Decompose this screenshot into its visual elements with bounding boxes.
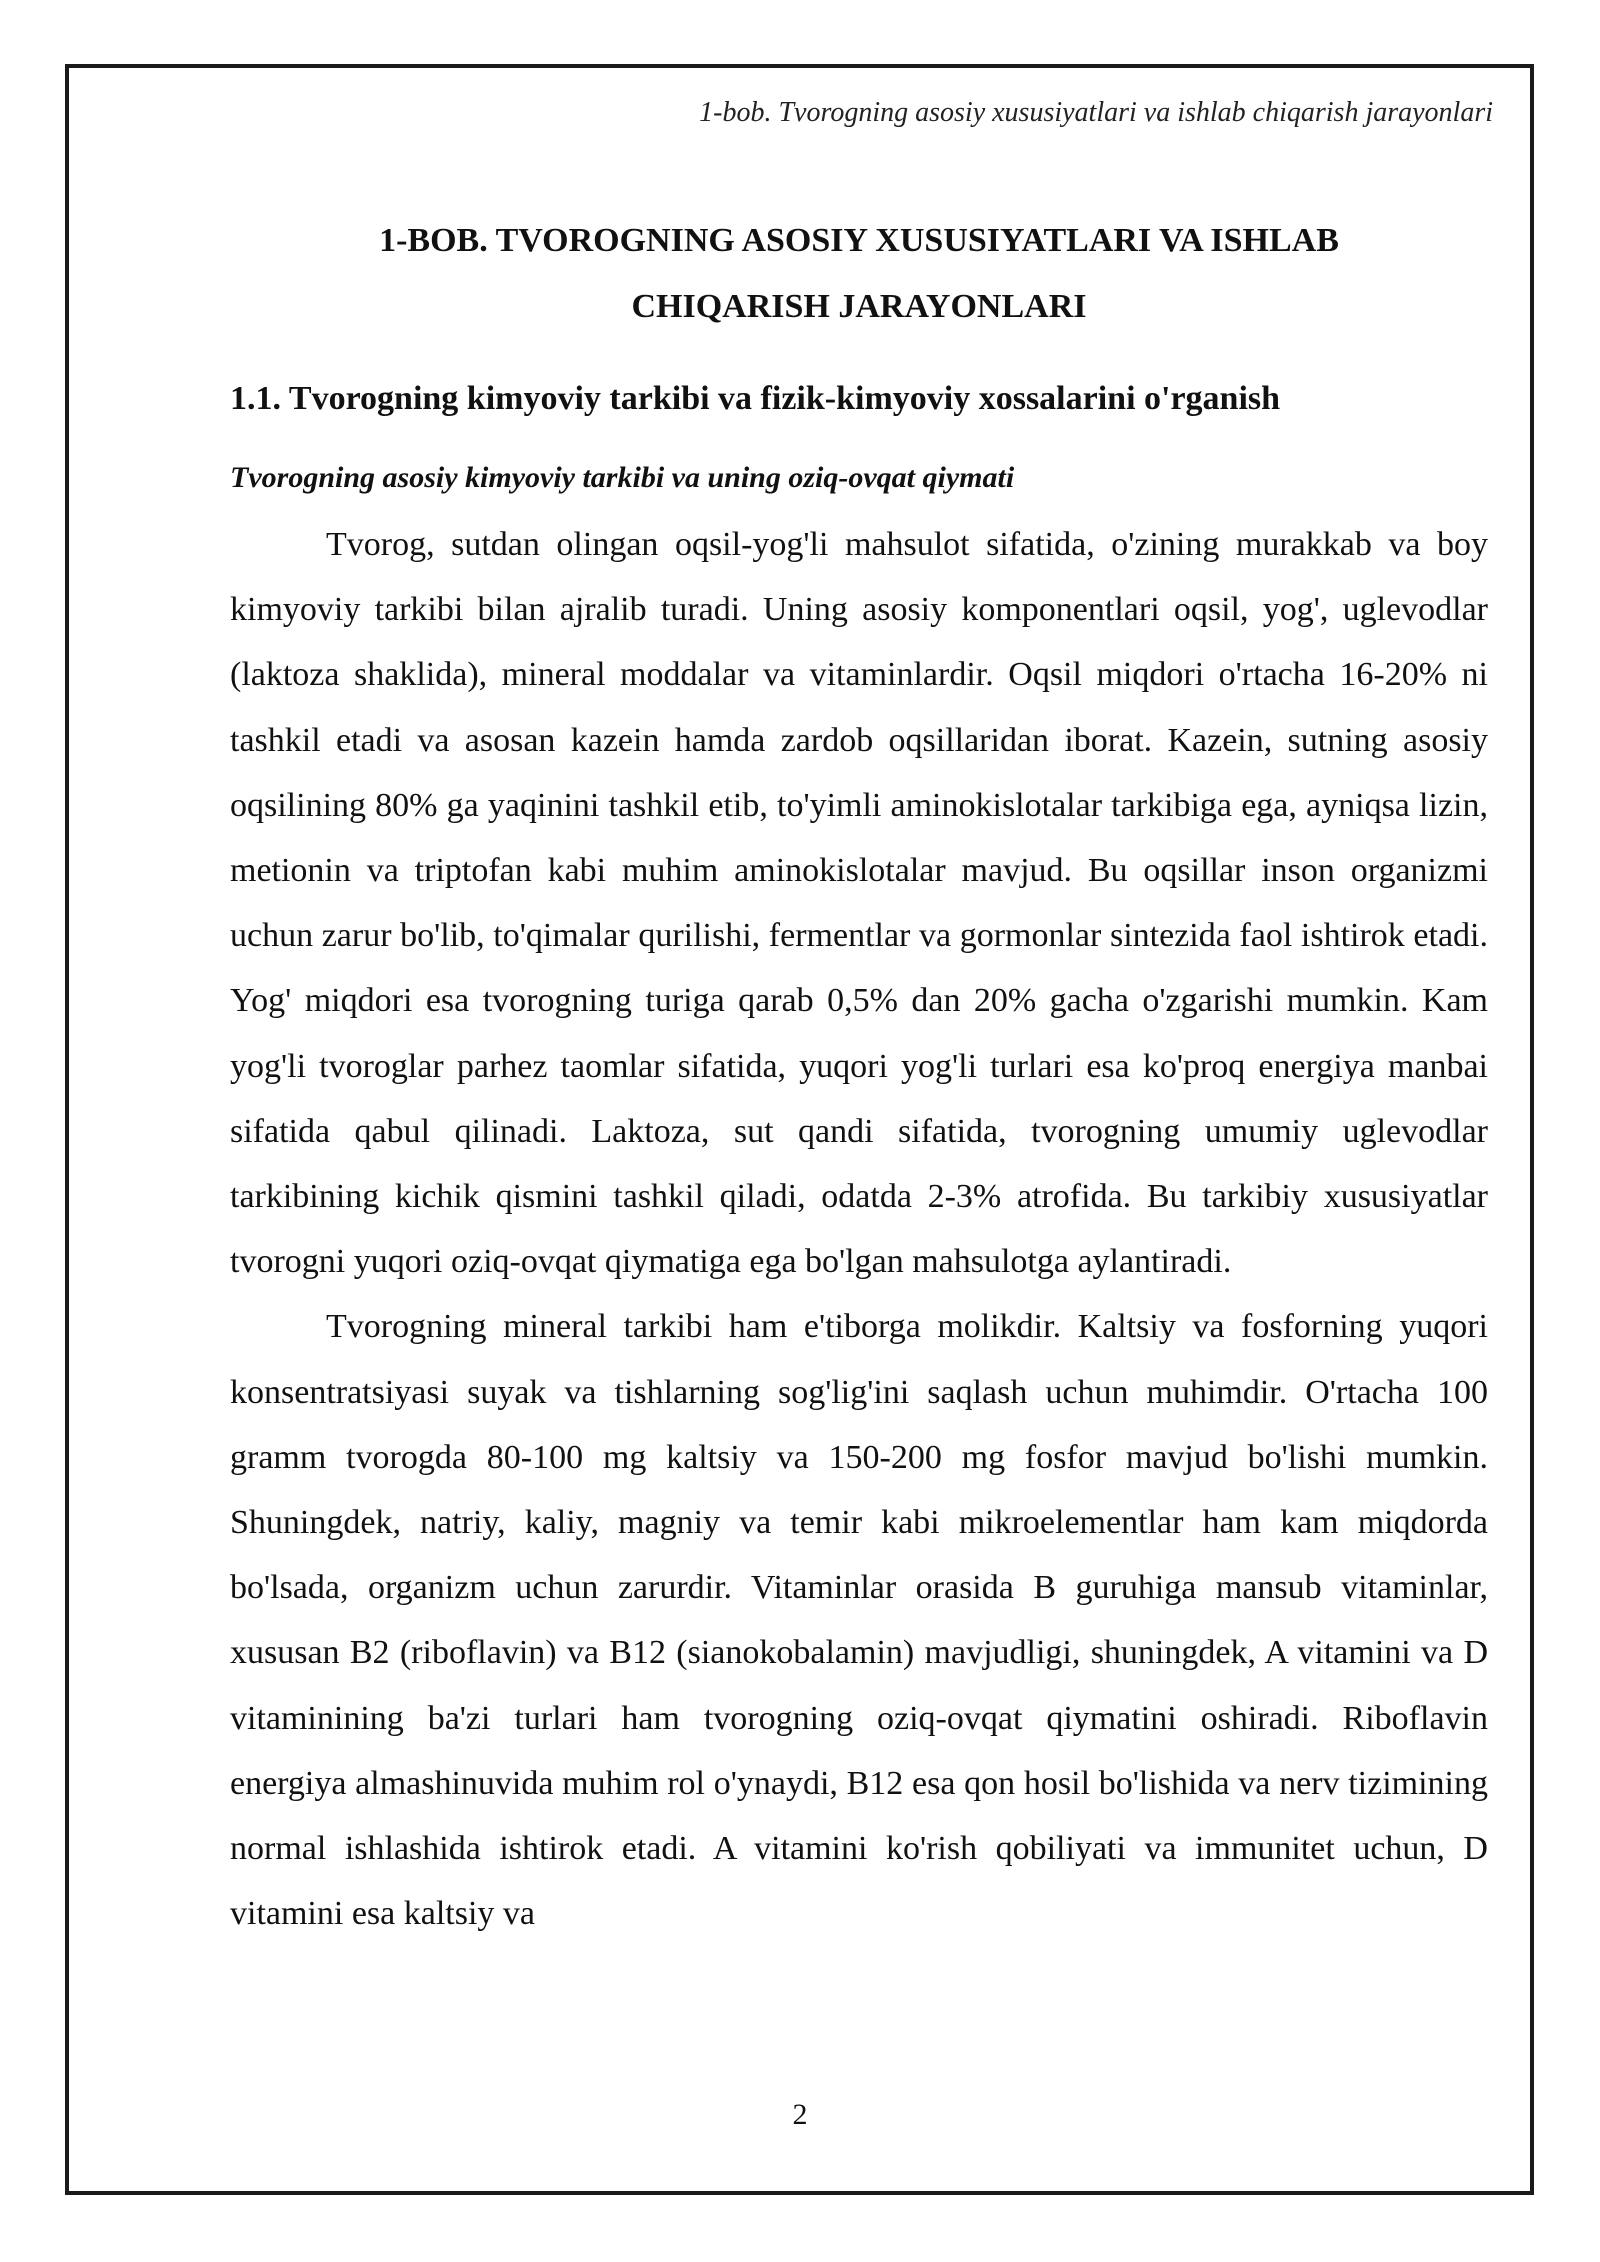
chapter-title-line-1: 1-BOB. TVOROGNING ASOSIY XUSUSIYATLARI VA ISHLAB xyxy=(379,222,1339,259)
chapter-title xyxy=(230,208,1488,340)
chapter-title-line-2: CHIQARISH JARAYONLARI xyxy=(631,288,1087,325)
subsection-heading: Tvorogning asosiy kimyoviy tarkibi va uning oziq-ovqat qiymati xyxy=(230,461,1015,494)
body-paragraph-1: Tvorog, sutdan olingan oqsil-yog'li mahsulot sifatida, o'zining murakkab va boy kimyoviy tarkibi bilan ajralib turadi. Uning asosiy komponentlari oqsil, yog', uglevodlar (laktoza shaklida), mineral moddalar va vitaminlardir. Oqsil miqdori o'rtacha 16-20% ni tashkil etadi va asosan kazein hamda zardob oqsillaridan iborat. Kazein, sutning asosiy oqsilining 80% ga yaqinini tashkil etib, to'yimli aminokislotalar tarkibiga ega, ayniqsa lizin, metionin va triptofan kabi muhim aminokislotalar mavjud. Bu oqsillar inson organizmi uchun zarur bo'lib, to'qimalar qurilishi, fermentlar va gormonlar sintezida faol ishtirok etadi. Yog' miqdori esa tvorogning turiga qarab 0,5% dan 20% gacha o'zgarishi mumkin. Kam yog'li tvoroglar parhez taomlar sifatida, yuqori yog'li turlari esa ko'proq energiya manbai sifatida qabul qilinadi. Laktoza, sut qandi sifatida, tvorogning umumiy uglevodlar tarkibining kichik qismini tashkil qiladi, odatda 2-3% atrofida. Bu tarkibiy xususiyatlar tvorogni yuqori oziq-ovqat qiymatiga ega bo'lgan mahsulotga aylantiradi. xyxy=(230,526,1488,1281)
page-content xyxy=(230,208,1488,1946)
body-paragraph-2: Tvorogning mineral tarkibi ham e'tiborga molikdir. Kaltsiy va fosforning yuqori konsentratsiyasi suyak va tishlarning sog'lig'ini saqlash uchun muhimdir. O'rtacha 100 gramm tvorogda 80-100 mg kaltsiy va 150-200 mg fosfor mavjud bo'lishi mumkin. Shuningdek, natriy, kaliy, magniy va temir kabi mikroelementlar ham kam miqdorda bo'lsada, organizm uchun zarurdir. Vitaminlar orasida B guruhiga mansub vitaminlar, xususan B2 (riboflavin) va B12 (sianokobalamin) mavjudligi, shuningdek, A vitamini va D vitaminining ba'zi turlari ham tvorogning oziq-ovqat qiymatini oshiradi. Riboflavin energiya almashinuvida muhim rol o'ynaydi, B12 esa qon hosil bo'lishida va nerv tizimining normal ishlashida ishtirok etadi. A vitamini ko'rish qobiliyati va immunitet uchun, D vitamini esa kaltsiy va xyxy=(230,1308,1488,1933)
section-heading: 1.1. Tvorogning kimyoviy tarkibi va fizik-kimyoviy xossalarini o'rganish xyxy=(230,380,1281,417)
running-header: 1-bob. Tvorogning asosiy xususiyatlari va ishlab chiqarish jarayonlari xyxy=(699,97,1493,128)
page-number: 2 xyxy=(792,2098,808,2131)
